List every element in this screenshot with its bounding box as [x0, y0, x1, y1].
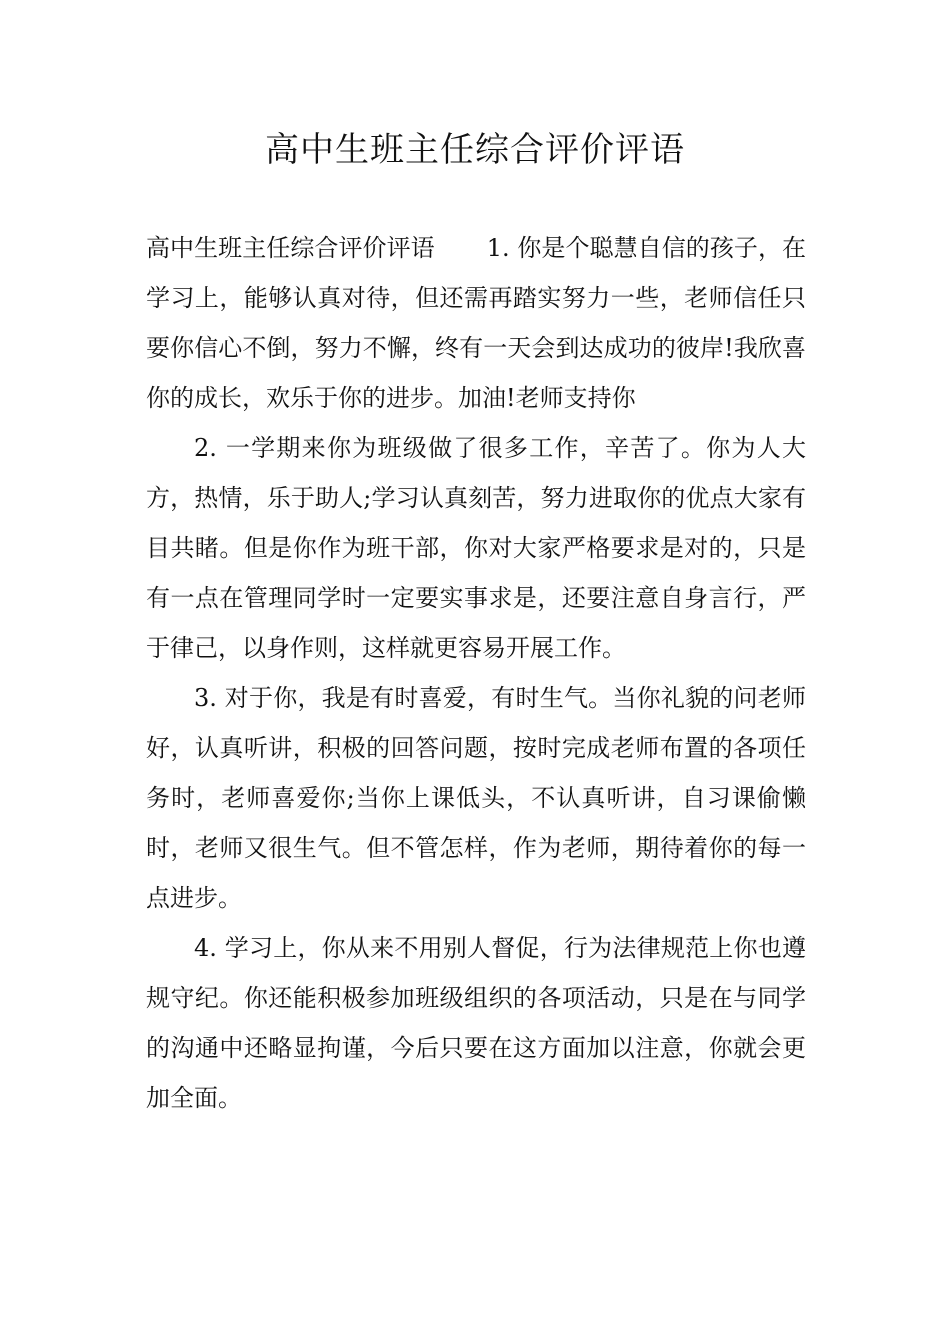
paragraph-number: 1. [486, 234, 510, 262]
paragraph-4 [146, 923, 806, 1123]
paragraph-number: 2. [194, 434, 217, 462]
intro-heading: 高中生班主任综合评价评语 [146, 234, 435, 262]
paragraph-number: 4. [194, 934, 217, 962]
paragraph-text: 对于你，我是有时喜爱，有时生气。当你礼貌的问老师好，认真听讲，积极的回答问题，按时完成老师布置的各项任务时，老师喜爱你;当你上课低头，不认真听讲，自习课偷懒时，老师又很生气。但不管怎样，作为老师，期待着你的每一点进步。 [146, 684, 806, 912]
paragraph-3 [146, 673, 806, 923]
paragraph-number: 3. [194, 684, 217, 712]
paragraph-text: 一学期来你为班级做了很多工作，辛苦了。你为人大方，热情，乐于助人;学习认真刻苦，努力进取你的优点大家有目共睹。但是你作为班干部，你对大家严格要求是对的，只是有一点在管理同学时一定要实事求是，还要注意自身言行，严于律己，以身作则，这样就更容易开展工作。 [146, 434, 806, 662]
paragraph-1 [146, 223, 806, 423]
paragraph-2 [146, 423, 806, 673]
document-body [146, 223, 806, 1123]
paragraph-text: 你是个聪慧自信的孩子，在学习上，能够认真对待，但还需再踏实努力一些，老师信任只要你信心不倒，努力不懈，终有一天会到达成功的彼岸!我欣喜你的成长，欢乐于你的进步。加油!老师支持你 [146, 234, 807, 412]
document-title: 高中生班主任综合评价评语 [265, 130, 685, 170]
paragraph-text: 学习上，你从来不用别人督促，行为法律规范上你也遵规守纪。你还能积极参加班级组织的各项活动，只是在与同学的沟通中还略显拘谨，今后只要在这方面加以注意，你就会更加全面。 [146, 934, 806, 1112]
